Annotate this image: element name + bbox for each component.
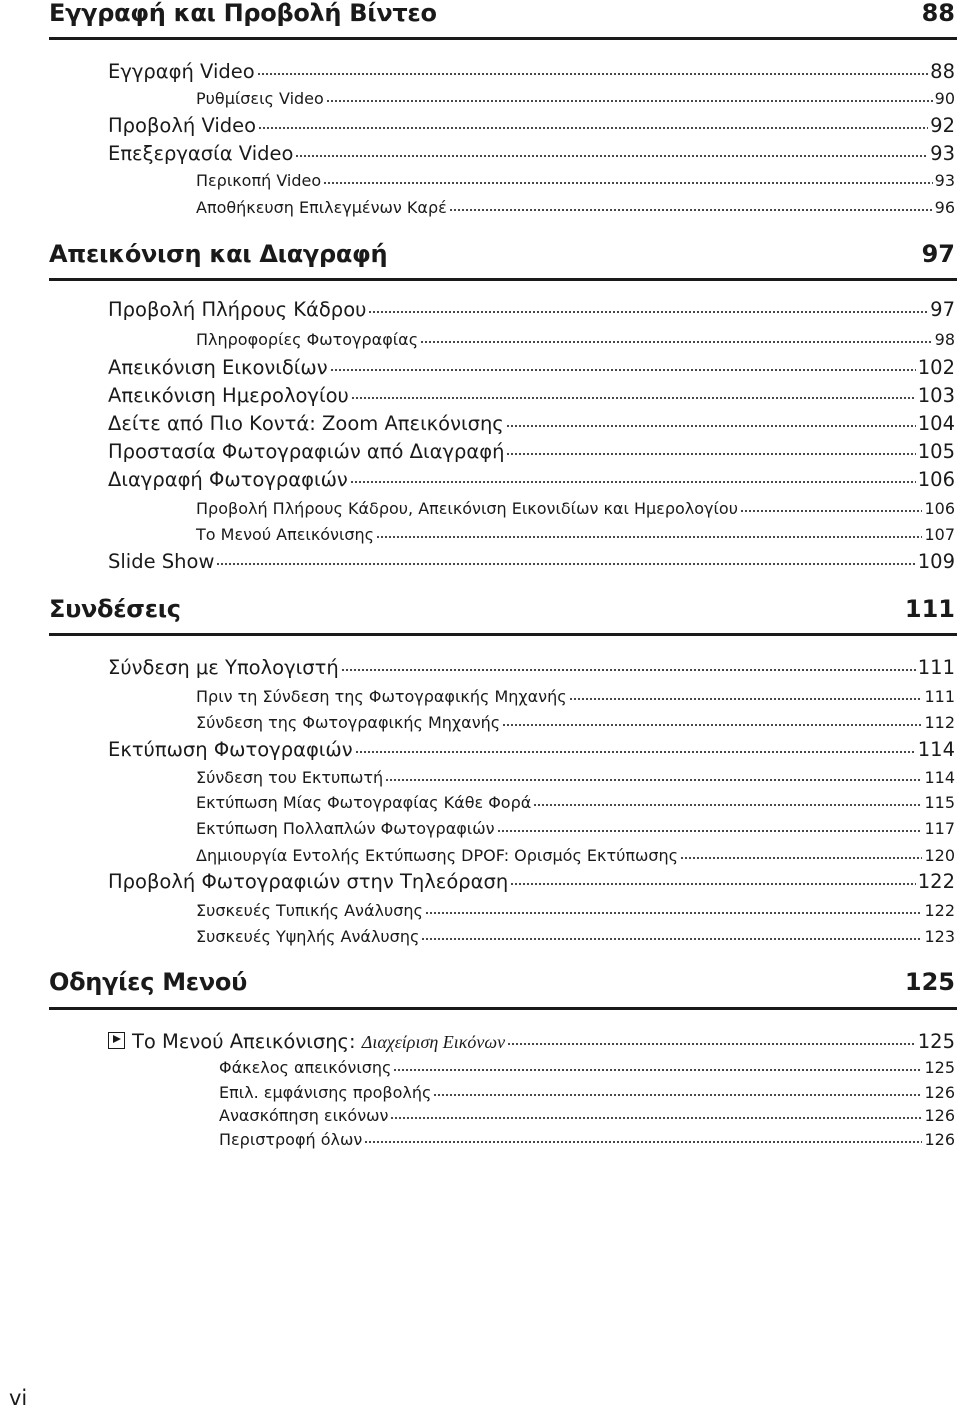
entry-label: Απεικόνιση Εικονιδίων [108,355,328,379]
section-heading [49,595,955,623]
entry-page: 125 [924,1058,955,1077]
entry-label: Σύνδεση του Εκτυπωτή [196,768,384,787]
section-title: Οδηγίες Μενού [49,968,248,996]
entry-page: 111 [917,655,955,679]
entry-label: Φάκελος απεικόνισης [219,1058,392,1077]
leader-dots [533,792,922,808]
entry-page: 107 [924,525,955,544]
entry-label: Σύνδεση με Υπολογιστή [108,655,339,679]
leader-dots [355,736,916,756]
toc-entry[interactable] [108,58,955,83]
leader-dots [393,1057,922,1073]
toc-entry[interactable] [196,845,955,865]
toc-entry[interactable] [108,296,955,321]
toc-entry[interactable] [196,197,955,217]
leader-dots [421,926,922,942]
entry-label-main: Το Μενού Απεικόνισης: [132,1029,356,1053]
entry-page: 115 [924,793,955,812]
leader-dots [258,112,928,132]
toc-entry[interactable] [108,140,955,165]
section-rule [49,633,957,636]
toc-entry[interactable] [108,382,955,407]
entry-page: 103 [917,383,955,407]
entry-page: 96 [934,198,955,217]
entry-page: 122 [924,901,955,920]
entry-label: Πληροφορίες Φωτογραφίας [196,330,419,349]
entry-label: Συσκευές Τυπικής Ανάλυσης [196,901,423,920]
toc-entry[interactable] [219,1082,955,1102]
toc-entry[interactable] [196,818,955,838]
section-page: 111 [904,595,955,623]
leader-dots [506,410,916,430]
entry-page: 123 [924,927,955,946]
entry-label: Πριν τη Σύνδεση της Φωτογραφικής Μηχανής [196,687,567,706]
entry-label: Απεικόνιση Ημερολογίου [108,383,349,407]
toc-entry[interactable] [108,1028,955,1053]
section-page: 125 [904,968,955,996]
leader-dots [433,1082,922,1098]
entry-page: 126 [924,1130,955,1149]
entry-page: 104 [917,411,955,435]
entry-label: Ανασκόπηση εικόνων [219,1106,389,1125]
section-title: Απεικόνιση και Διαγραφή [49,240,388,268]
section-page: 88 [921,0,955,27]
section-heading [49,968,955,996]
entry-page: 97 [930,297,955,321]
leader-dots [351,382,916,402]
entry-label: Προστασία Φωτογραφιών από Διαγραφή [108,439,505,463]
toc-entry[interactable] [196,498,955,518]
toc-entry[interactable] [196,170,955,190]
entry-label: Αποθήκευση Επιλεγμένων Καρέ [196,198,447,217]
toc-entry[interactable] [196,88,955,108]
entry-page: 122 [917,869,955,893]
entry-page: 114 [924,768,955,787]
entry-label: Περιστροφή όλων [219,1130,363,1149]
entry-page: 125 [917,1029,955,1053]
entry-page: 93 [934,171,955,190]
entry-page: 106 [924,499,955,518]
entry-page: 112 [924,713,955,732]
leader-dots [295,140,928,160]
entry-page: 126 [924,1083,955,1102]
toc-entry[interactable] [108,438,955,463]
leader-dots [323,170,932,186]
leader-dots [425,900,923,916]
toc-entry[interactable] [196,524,955,544]
playback-icon [108,1032,125,1049]
entry-label: Εκτύπωση Πολλαπλών Φωτογραφιών [196,819,495,838]
entry-label: Συσκευές Υψηλής Ανάλυσης [196,927,420,946]
toc-entry[interactable] [196,900,955,920]
entry-label: Σύνδεση της Φωτογραφικής Μηχανής [196,713,501,732]
leader-dots [376,524,922,540]
toc-entry[interactable] [196,792,955,812]
entry-label: Ρυθμίσεις Video [196,89,324,108]
entry-label: Προβολή Πλήρους Κάδρου, Απεικόνιση Εικονιδίων και Ημερολογίου [196,499,738,518]
leader-dots [364,1129,922,1145]
entry-label: Διαγραφή Φωτογραφιών [108,467,348,491]
entry-page: 126 [924,1106,955,1125]
section-heading [49,240,955,268]
leader-dots [390,1105,922,1121]
section-heading [49,0,955,27]
entry-page: 93 [930,141,955,165]
entry-page: 114 [917,737,955,761]
section-rule [49,1007,957,1010]
entry-label: Προβολή Πλήρους Κάδρου [108,297,367,321]
leader-dots [510,868,916,888]
toc-entry[interactable] [219,1129,955,1149]
toc-entry[interactable] [108,354,955,379]
leader-dots [326,88,933,104]
entry-label [108,1030,505,1053]
leader-dots [330,354,916,374]
entry-label: Εγγραφή Video [108,59,255,83]
entry-label: Εκτύπωση Φωτογραφιών [108,737,353,761]
leader-dots [368,296,928,316]
entry-label: Εκτύπωση Μίας Φωτογραφίας Κάθε Φορά [196,793,532,812]
leader-dots [569,686,923,702]
entry-page: 109 [917,549,955,573]
entry-page: 102 [917,355,955,379]
leader-dots [507,1028,916,1048]
section-page: 97 [921,240,955,268]
entry-label-sub: Διαχείριση Εικόνων [361,1031,506,1052]
entry-label: Επιλ. εμφάνισης προβολής [219,1083,432,1102]
leader-dots [497,818,923,834]
toc-entry[interactable] [196,712,955,732]
section-title: Εγγραφή και Προβολή Βίντεο [49,0,437,27]
section-title: Συνδέσεις [49,595,181,623]
entry-page: 98 [934,330,955,349]
leader-dots [680,845,922,861]
section-rule [49,278,957,281]
toc-entry[interactable] [108,410,955,435]
entry-label: Περικοπή Video [196,171,322,190]
toc-entry[interactable] [108,466,955,491]
entry-page: 92 [930,113,955,137]
section-rule [49,37,957,40]
entry-page: 106 [917,467,955,491]
leader-dots [449,197,933,213]
toc-entry[interactable] [196,767,955,787]
entry-label: Δημιουργία Εντολής Εκτύπωσης DPOF: Ορισμός Εκτύπωσης [196,846,679,865]
toc-entry[interactable] [196,926,955,946]
entry-page: 120 [924,846,955,865]
toc-entry[interactable] [108,654,955,679]
entry-page: 88 [930,59,955,83]
entry-label: Προβολή Φωτογραφιών στην Τηλεόραση [108,869,509,893]
toc-entry[interactable] [108,548,955,573]
leader-dots [350,466,916,486]
entry-page: 111 [924,687,955,706]
leader-dots [506,438,915,458]
entry-label: Επεξεργασία Video [108,141,294,165]
toc-entry[interactable] [108,868,955,893]
leader-dots [341,654,916,674]
toc-entry[interactable] [219,1057,955,1077]
entry-page: 105 [917,439,955,463]
entry-label: Δείτε από Πιο Κοντά: Zoom Απεικόνισης [108,411,504,435]
toc-entry[interactable] [108,736,955,761]
entry-page: 117 [924,819,955,838]
leader-dots [740,498,922,514]
leader-dots [420,329,933,345]
entry-label: Προβολή Video [108,113,257,137]
toc-entry[interactable] [219,1105,955,1125]
page-folio: vi [9,1386,28,1410]
entry-label: Το Μενού Απεικόνισης [196,525,375,544]
toc-entry[interactable] [196,686,955,706]
entry-page: 90 [934,89,955,108]
leader-dots [385,767,922,783]
toc-entry[interactable] [196,329,955,349]
entry-label: Slide Show [108,549,215,573]
leader-dots [216,548,915,568]
leader-dots [502,712,922,728]
leader-dots [257,58,928,78]
toc-entry[interactable] [108,112,955,137]
